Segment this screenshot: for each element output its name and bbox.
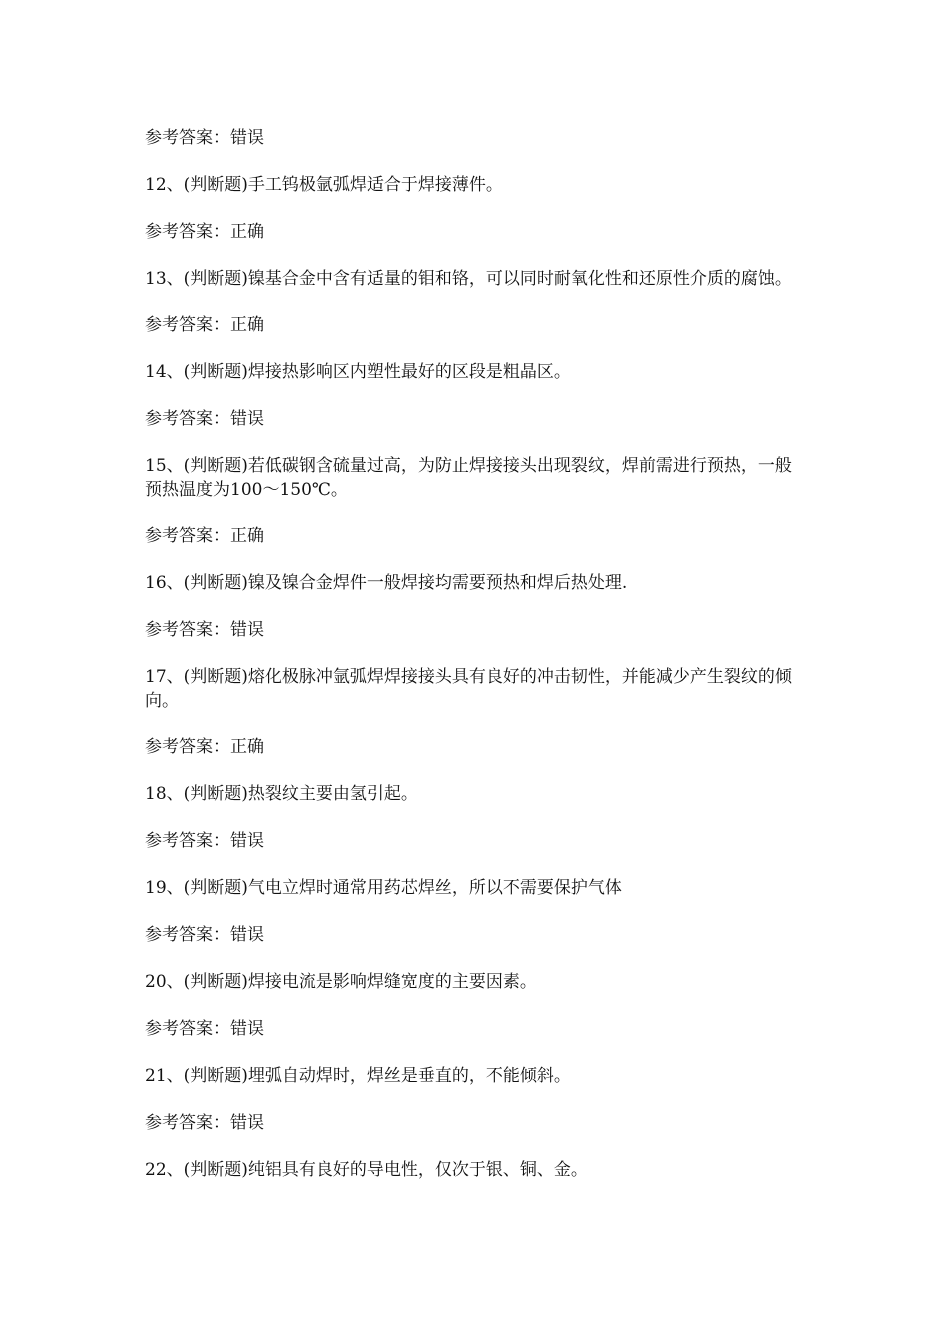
- answer-line: 参考答案：正确: [145, 315, 264, 335]
- answer-line: 参考答案：正确: [145, 222, 264, 242]
- question-line: 22、(判断题)纯铝具有良好的导电性，仅次于银、铜、金。: [145, 1160, 588, 1180]
- answer-line: 参考答案：正确: [145, 737, 264, 757]
- answer-line: 参考答案：正确: [145, 526, 264, 546]
- answer-line: 参考答案：错误: [145, 925, 264, 945]
- answer-line: 参考答案：错误: [145, 1113, 264, 1133]
- question-line: 13、(判断题)镍基合金中含有适量的钼和铬，可以同时耐氧化性和还原性介质的腐蚀。: [145, 269, 792, 289]
- question-line: 20、(判断题)焊接电流是影响焊缝宽度的主要因素。: [145, 972, 537, 992]
- document-page: [145, 126, 805, 1205]
- question-line: 16、(判断题)镍及镍合金焊件一般焊接均需要预热和焊后热处理.: [145, 573, 628, 593]
- question-line: 12、(判断题)手工钨极氩弧焊适合于焊接薄件。: [145, 175, 503, 195]
- answer-line: 参考答案：错误: [145, 1019, 264, 1039]
- answer-line: 参考答案：错误: [145, 831, 264, 851]
- question-line: 15、(判断题)若低碳钢含硫量过高，为防止焊接接头出现裂纹，焊前需进行预热，一般预热温度为100～150℃。: [145, 456, 792, 500]
- question-line: 17、(判断题)熔化极脉冲氩弧焊焊接接头具有良好的冲击韧性，并能减少产生裂纹的倾向。: [145, 667, 792, 711]
- question-line: 21、(判断题)埋弧自动焊时，焊丝是垂直的，不能倾斜。: [145, 1066, 571, 1086]
- answer-line: 参考答案：错误: [145, 128, 264, 148]
- question-line: 18、(判断题)热裂纹主要由氢引起。: [145, 784, 418, 804]
- question-line: 19、(判断题)气电立焊时通常用药芯焊丝，所以不需要保护气体: [145, 878, 622, 898]
- question-line: 14、(判断题)焊接热影响区内塑性最好的区段是粗晶区。: [145, 362, 571, 382]
- answer-line: 参考答案：错误: [145, 620, 264, 640]
- answer-line: 参考答案：错误: [145, 409, 264, 429]
